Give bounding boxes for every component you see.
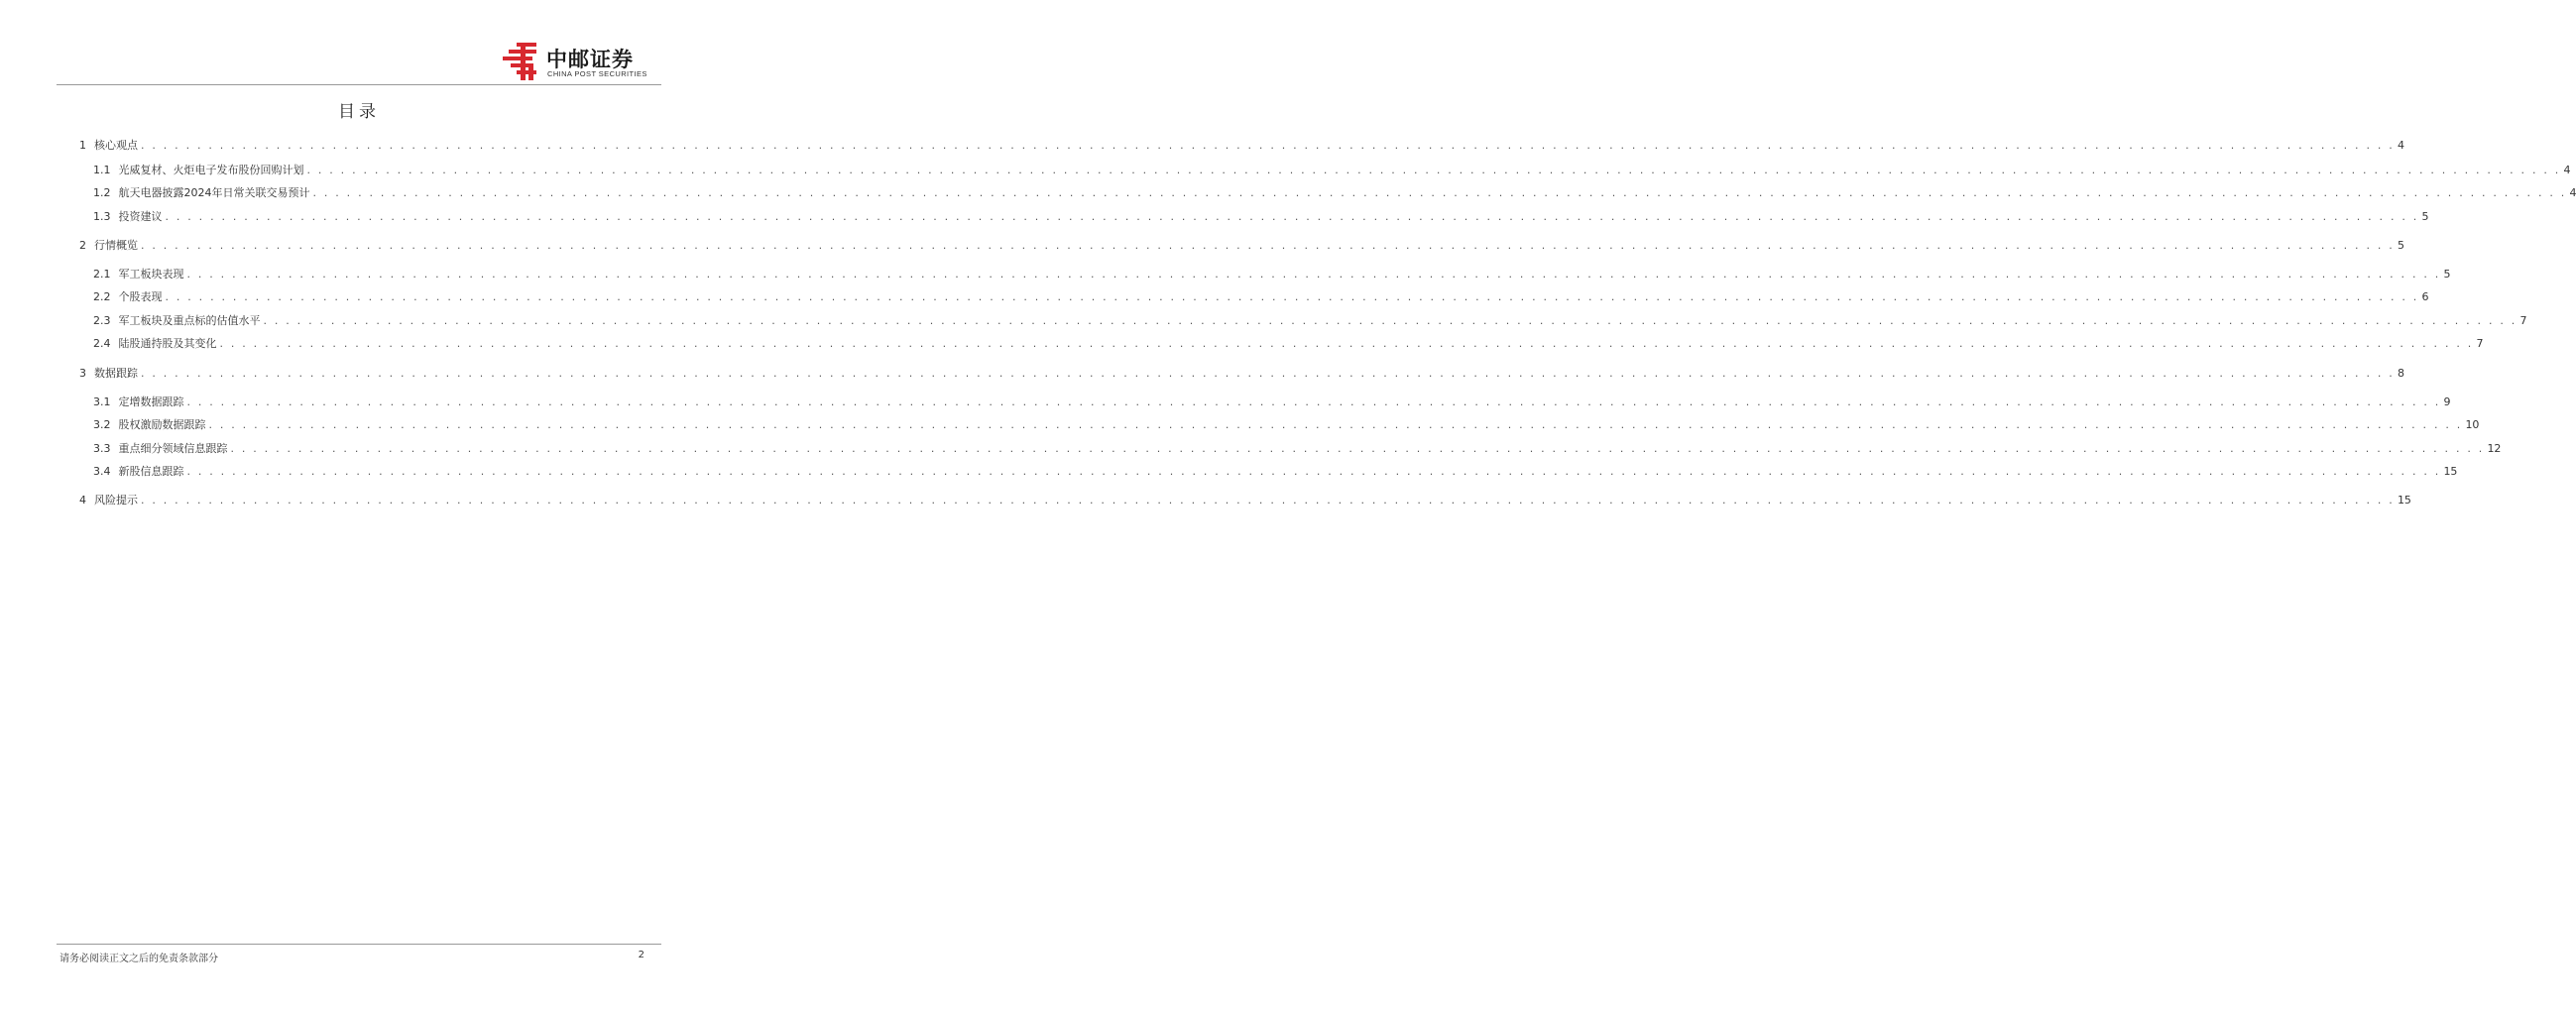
toc-entry-number: 1.3 bbox=[93, 210, 111, 223]
toc-entry-title: 重点细分领域信息跟踪 bbox=[118, 442, 228, 455]
toc-entry-number: 3.2 bbox=[93, 418, 111, 431]
toc-dot-leader: . . . . . . . . . . . . . . . . . . . . . . . . . . . . . . . . . . . . . . . . . . . . . . . . . . . . . . . . . . . . . . . . . . . . . . . . . . . . . . . . . . . . . . . . . . . . . . . . . . . . . . . . . . . . . . . . . . . . . . . . . . . . . . . . . . . . . . . . . . . . . . . . . . . . . . . . . . . . . . . . . . . . . . . . . . . . . . . . . . . . . . . . . . . . . . . . . . . . . . . . bbox=[141, 494, 2395, 507]
toc-entry-page: 7 bbox=[2519, 314, 2527, 327]
toc-entry[interactable] bbox=[79, 137, 2404, 155]
toc-entry[interactable] bbox=[93, 208, 2429, 226]
toc-entry-title: 风险提示 bbox=[94, 494, 138, 507]
toc-entry-page: 7 bbox=[2476, 337, 2484, 350]
footer-divider bbox=[57, 944, 661, 945]
footer-page-number: 2 bbox=[638, 950, 644, 960]
logo-english-name: CHINA POST SECURITIES bbox=[547, 69, 647, 78]
toc-entry[interactable] bbox=[93, 335, 2484, 353]
toc-entry-title: 航天电器披露2024年日常关联交易预计 bbox=[118, 186, 310, 199]
company-logo bbox=[503, 42, 661, 81]
toc-entry-page: 8 bbox=[2397, 367, 2404, 380]
toc-dot-leader: . . . . . . . . . . . . . . . . . . . . . . . . . . . . . . . . . . . . . . . . . . . . . . . . . . . . . . . . . . . . . . . . . . . . . . . . . . . . . . . . . . . . . . . . . . . . . . . . . . . . . . . . . . . . . . . . . . . . . . . . . . . . . . . . . . . . . . . . . . . . . . . . . . . . . . . . . . . . . . . . . . . . . . . . . . . . . . . . . . . . . . . . . . . . . . . . . . . . . . . . bbox=[186, 268, 2441, 281]
footer-disclaimer: 请务必阅读正文之后的免责条款部分 bbox=[59, 954, 218, 964]
toc-entry-title: 个股表现 bbox=[118, 290, 163, 303]
toc-entry-number: 2 bbox=[79, 239, 86, 252]
toc-entry[interactable] bbox=[79, 237, 2404, 255]
toc-entry-title: 定增数据跟踪 bbox=[118, 395, 184, 408]
toc-entry-page: 12 bbox=[2487, 442, 2502, 455]
toc-entry-number: 2.3 bbox=[93, 314, 111, 327]
toc-entry[interactable] bbox=[93, 416, 2480, 434]
toc-entry[interactable] bbox=[93, 184, 2576, 202]
toc-entry-page: 9 bbox=[2443, 395, 2451, 408]
toc-entry-title: 行情概览 bbox=[94, 239, 138, 252]
toc-entry[interactable] bbox=[93, 463, 2458, 481]
toc-dot-leader: . . . . . . . . . . . . . . . . . . . . . . . . . . . . . . . . . . . . . . . . . . . . . . . . . . . . . . . . . . . . . . . . . . . . . . . . . . . . . . . . . . . . . . . . . . . . . . . . . . . . . . . . . . . . . . . . . . . . . . . . . . . . . . . . . . . . . . . . . . . . . . . . . . . . . . . . . . . . . . . . . . . . . . . . . . . . . . . . . . . . . . . . . . . . . . . . . . . . . . . . bbox=[263, 314, 2517, 327]
toc-entry-number: 3.3 bbox=[93, 442, 111, 455]
toc-entry-number: 1 bbox=[79, 139, 86, 152]
toc-entry-page: 5 bbox=[2421, 210, 2429, 223]
toc-dot-leader: . . . . . . . . . . . . . . . . . . . . . . . . . . . . . . . . . . . . . . . . . . . . . . . . . . . . . . . . . . . . . . . . . . . . . . . . . . . . . . . . . . . . . . . . . . . . . . . . . . . . . . . . . . . . . . . . . . . . . . . . . . . . . . . . . . . . . . . . . . . . . . . . . . . . . . . . . . . . . . . . . . . . . . . . . . . . . . . . . . . . . . . . . . . . . . . . . . . . . . . . bbox=[141, 239, 2395, 252]
toc-entry-page: 6 bbox=[2421, 290, 2429, 303]
toc-entry-number: 3 bbox=[79, 367, 86, 380]
toc-entry-title: 光威复材、火炬电子发布股份回购计划 bbox=[118, 164, 304, 176]
toc-dot-leader: . . . . . . . . . . . . . . . . . . . . . . . . . . . . . . . . . . . . . . . . . . . . . . . . . . . . . . . . . . . . . . . . . . . . . . . . . . . . . . . . . . . . . . . . . . . . . . . . . . . . . . . . . . . . . . . . . . . . . . . . . . . . . . . . . . . . . . . . . . . . . . . . . . . . . . . . . . . . . . . . . . . . . . . . . . . . . . . . . . . . . . . . . . . . . . . . . . . . . . . . bbox=[186, 465, 2441, 478]
toc-title: 目录 bbox=[338, 102, 380, 122]
toc-entry-page: 15 bbox=[2443, 465, 2458, 478]
toc-entry[interactable] bbox=[93, 288, 2429, 306]
toc-entry-title: 新股信息跟踪 bbox=[118, 465, 184, 478]
toc-entry-number: 1.1 bbox=[93, 164, 111, 176]
toc-entry[interactable] bbox=[93, 394, 2451, 411]
toc-dot-leader: . . . . . . . . . . . . . . . . . . . . . . . . . . . . . . . . . . . . . . . . . . . . . . . . . . . . . . . . . . . . . . . . . . . . . . . . . . . . . . . . . . . . . . . . . . . . . . . . . . . . . . . . . . . . . . . . . . . . . . . . . . . . . . . . . . . . . . . . . . . . . . . . . . . . . . . . . . . . . . . . . . . . . . . . . . . . . . . . . . . . . . . . . . . . . . . . . . . . . . . . bbox=[208, 418, 2463, 431]
toc-entry-number: 3.1 bbox=[93, 395, 111, 408]
toc-dot-leader: . . . . . . . . . . . . . . . . . . . . . . . . . . . . . . . . . . . . . . . . . . . . . . . . . . . . . . . . . . . . . . . . . . . . . . . . . . . . . . . . . . . . . . . . . . . . . . . . . . . . . . . . . . . . . . . . . . . . . . . . . . . . . . . . . . . . . . . . . . . . . . . . . . . . . . . . . . . . . . . . . . . . . . . . . . . . . . . . . . . . . . . . . . . . . . . . . . . . . . . . bbox=[306, 164, 2561, 176]
toc-dot-leader: . . . . . . . . . . . . . . . . . . . . . . . . . . . . . . . . . . . . . . . . . . . . . . . . . . . . . . . . . . . . . . . . . . . . . . . . . . . . . . . . . . . . . . . . . . . . . . . . . . . . . . . . . . . . . . . . . . . . . . . . . . . . . . . . . . . . . . . . . . . . . . . . . . . . . . . . . . . . . . . . . . . . . . . . . . . . . . . . . . . . . . . . . . . . . . . . . . . . . . . . bbox=[230, 442, 2485, 455]
toc-entry-number: 4 bbox=[79, 494, 86, 507]
toc-entry[interactable] bbox=[93, 312, 2527, 330]
toc-entry-title: 数据跟踪 bbox=[94, 367, 138, 380]
china-post-logo-icon bbox=[503, 42, 542, 81]
page-header bbox=[0, 0, 718, 85]
toc-dot-leader: . . . . . . . . . . . . . . . . . . . . . . . . . . . . . . . . . . . . . . . . . . . . . . . . . . . . . . . . . . . . . . . . . . . . . . . . . . . . . . . . . . . . . . . . . . . . . . . . . . . . . . . . . . . . . . . . . . . . . . . . . . . . . . . . . . . . . . . . . . . . . . . . . . . . . . . . . . . . . . . . . . . . . . . . . . . . . . . . . . . . . . . . . . . . . . . . . . . . . . . . bbox=[165, 210, 2419, 223]
toc-entry[interactable] bbox=[93, 440, 2502, 458]
toc-entry-page: 10 bbox=[2465, 418, 2480, 431]
toc-dot-leader: . . . . . . . . . . . . . . . . . . . . . . . . . . . . . . . . . . . . . . . . . . . . . . . . . . . . . . . . . . . . . . . . . . . . . . . . . . . . . . . . . . . . . . . . . . . . . . . . . . . . . . . . . . . . . . . . . . . . . . . . . . . . . . . . . . . . . . . . . . . . . . . . . . . . . . . . . . . . . . . . . . . . . . . . . . . . . . . . . . . . . . . . . . . . . . . . . . . . . . . . bbox=[141, 367, 2395, 380]
toc-entry-page: 4 bbox=[2563, 164, 2571, 176]
toc-entry-number: 2.2 bbox=[93, 290, 111, 303]
toc-dot-leader: . . . . . . . . . . . . . . . . . . . . . . . . . . . . . . . . . . . . . . . . . . . . . . . . . . . . . . . . . . . . . . . . . . . . . . . . . . . . . . . . . . . . . . . . . . . . . . . . . . . . . . . . . . . . . . . . . . . . . . . . . . . . . . . . . . . . . . . . . . . . . . . . . . . . . . . . . . . . . . . . . . . . . . . . . . . . . . . . . . . . . . . . . . . . . . . . . . . . . . . . bbox=[186, 395, 2441, 408]
toc-entry[interactable] bbox=[79, 492, 2411, 509]
toc-dot-leader: . . . . . . . . . . . . . . . . . . . . . . . . . . . . . . . . . . . . . . . . . . . . . . . . . . . . . . . . . . . . . . . . . . . . . . . . . . . . . . . . . . . . . . . . . . . . . . . . . . . . . . . . . . . . . . . . . . . . . . . . . . . . . . . . . . . . . . . . . . . . . . . . . . . . . . . . . . . . . . . . . . . . . . . . . . . . . . . . . . . . . . . . . . . . . . . . . . . . . . . . bbox=[219, 337, 2474, 350]
toc-entry-title: 股权激励数据跟踪 bbox=[118, 418, 206, 431]
toc-entry-page: 5 bbox=[2443, 268, 2451, 281]
toc-entry[interactable] bbox=[79, 365, 2404, 383]
toc-entry-page: 4 bbox=[2397, 139, 2404, 152]
toc-entry-title: 陆股通持股及其变化 bbox=[118, 337, 217, 350]
toc-dot-leader: . . . . . . . . . . . . . . . . . . . . . . . . . . . . . . . . . . . . . . . . . . . . . . . . . . . . . . . . . . . . . . . . . . . . . . . . . . . . . . . . . . . . . . . . . . . . . . . . . . . . . . . . . . . . . . . . . . . . . . . . . . . . . . . . . . . . . . . . . . . . . . . . . . . . . . . . . . . . . . . . . . . . . . . . . . . . . . . . . . . . . . . . . . . . . . . . . . . . . . . . bbox=[165, 290, 2419, 303]
toc-entry-title: 核心观点 bbox=[94, 139, 138, 152]
toc-entry[interactable] bbox=[93, 266, 2451, 283]
toc-entry-number: 1.2 bbox=[93, 186, 111, 199]
toc-entry-number: 3.4 bbox=[93, 465, 111, 478]
toc-dot-leader: . . . . . . . . . . . . . . . . . . . . . . . . . . . . . . . . . . . . . . . . . . . . . . . . . . . . . . . . . . . . . . . . . . . . . . . . . . . . . . . . . . . . . . . . . . . . . . . . . . . . . . . . . . . . . . . . . . . . . . . . . . . . . . . . . . . . . . . . . . . . . . . . . . . . . . . . . . . . . . . . . . . . . . . . . . . . . . . . . . . . . . . . . . . . . . . . . . . . . . . . bbox=[312, 186, 2567, 199]
header-divider bbox=[57, 84, 661, 85]
toc-dot-leader: . . . . . . . . . . . . . . . . . . . . . . . . . . . . . . . . . . . . . . . . . . . . . . . . . . . . . . . . . . . . . . . . . . . . . . . . . . . . . . . . . . . . . . . . . . . . . . . . . . . . . . . . . . . . . . . . . . . . . . . . . . . . . . . . . . . . . . . . . . . . . . . . . . . . . . . . . . . . . . . . . . . . . . . . . . . . . . . . . . . . . . . . . . . . . . . . . . . . . . . . bbox=[141, 139, 2395, 152]
toc-entry-title: 军工板块及重点标的估值水平 bbox=[118, 314, 261, 327]
toc-entry-page: 15 bbox=[2397, 494, 2411, 507]
logo-chinese-name: 中邮证券 bbox=[546, 48, 634, 71]
toc-entry-page: 5 bbox=[2397, 239, 2404, 252]
toc-entry[interactable] bbox=[93, 162, 2571, 179]
toc-entry-title: 军工板块表现 bbox=[118, 268, 184, 281]
toc-entry-number: 2.1 bbox=[93, 268, 111, 281]
toc-entry-title: 投资建议 bbox=[118, 210, 163, 223]
toc-entry-number: 2.4 bbox=[93, 337, 111, 350]
toc-entry-page: 4 bbox=[2569, 186, 2576, 199]
